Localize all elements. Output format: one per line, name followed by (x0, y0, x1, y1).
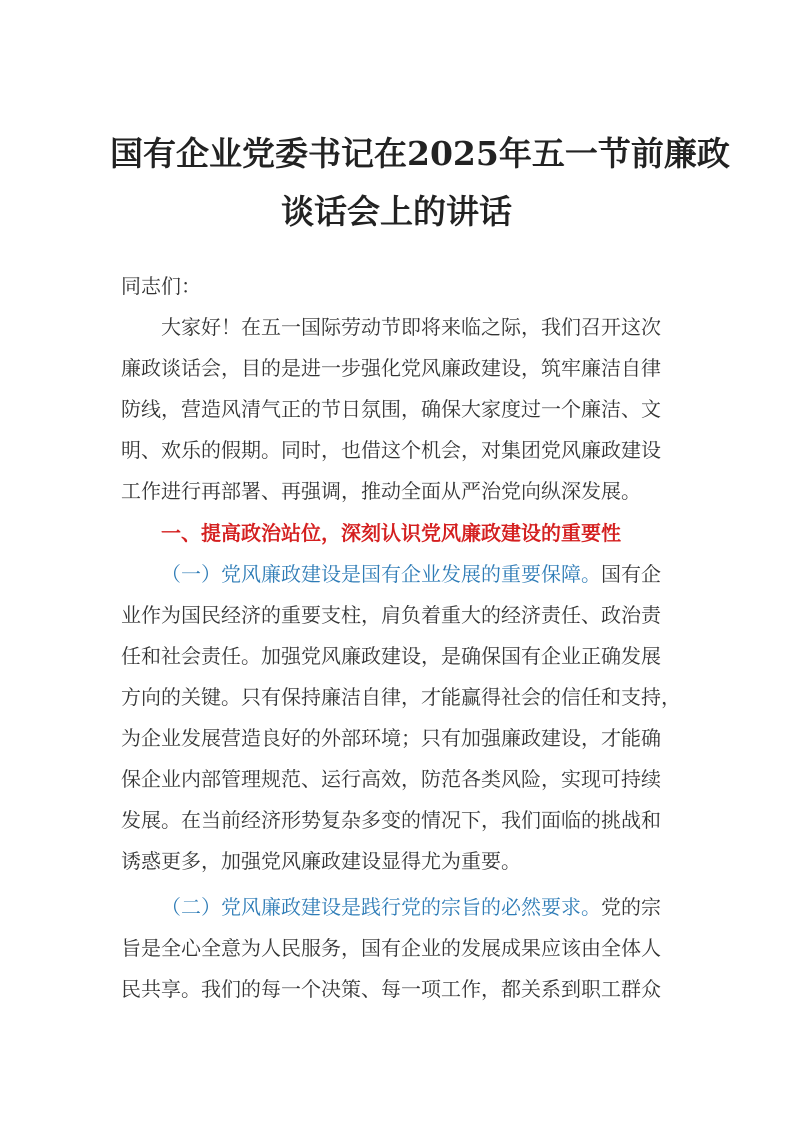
paragraph-line-rest: 国有企 (601, 562, 661, 586)
paragraph-line: 诱惑更多，加强党风廉政建设显得尤为重要。 (121, 849, 521, 873)
paragraph-line: 工作进行再部署、再强调，推动全面从严治党向纵深发展。 (121, 479, 641, 503)
paragraph-intro (121, 307, 681, 512)
paragraph-line: 旨是全心全意为人民服务，国有企业的发展成果应该由全体人 (121, 936, 661, 960)
document-title-line-2: 谈话会上的讲话 (281, 192, 512, 231)
paragraph-first-line (121, 887, 681, 928)
greeting: 同志们： (121, 274, 201, 298)
paragraph-line: 发展。在当前经济形势复杂多变的情况下，我们面临的挑战和 (121, 808, 661, 832)
section-heading-1: 一、提高政治站位，深刻认识党风廉政建设的重要性 (161, 521, 621, 545)
paragraph-section-2 (121, 887, 681, 1010)
paragraph-line-rest: 党的宗 (601, 895, 661, 919)
paragraph-line: 防线，营造风清气正的节日氛围，确保大家度过一个廉洁、文 (121, 397, 661, 421)
sub-heading-1: （一）党风廉政建设是国有企业发展的重要保障。 (161, 562, 601, 586)
paragraph-line: 任和社会责任。加强党风廉政建设，是确保国有企业正确发展 (121, 644, 661, 668)
paragraph-first-line (121, 554, 681, 595)
paragraph-line: 廉政谈话会，目的是进一步强化党风廉政建设，筑牢廉洁自律 (121, 356, 661, 380)
sub-heading-2: （二）党风廉政建设是践行党的宗旨的必然要求。 (161, 895, 601, 919)
paragraph-line: 方向的关键。只有保持廉洁自律，才能赢得社会的信任和支持， (121, 685, 681, 709)
paragraph-section-1 (121, 554, 681, 882)
paragraph-line: 明、欢乐的假期。同时，也借这个机会，对集团党风廉政建设 (121, 438, 661, 462)
paragraph-line: 保企业内部管理规范、运行高效，防范各类风险，实现可持续 (121, 767, 661, 791)
paragraph-line: 大家好！在五一国际劳动节即将来临之际，我们召开这次 (161, 315, 661, 339)
paragraph-line: 为企业发展营造良好的外部环境；只有加强廉政建设，才能确 (121, 726, 661, 750)
paragraph-line: 业作为国民经济的重要支柱，肩负着重大的经济责任、政治责 (121, 603, 661, 627)
document-title-line-1: 国有企业党委书记在2025年五一节前廉政 (110, 134, 730, 173)
paragraph-line: 民共享。我们的每一个决策、每一项工作，都关系到职工群众 (121, 977, 661, 1001)
